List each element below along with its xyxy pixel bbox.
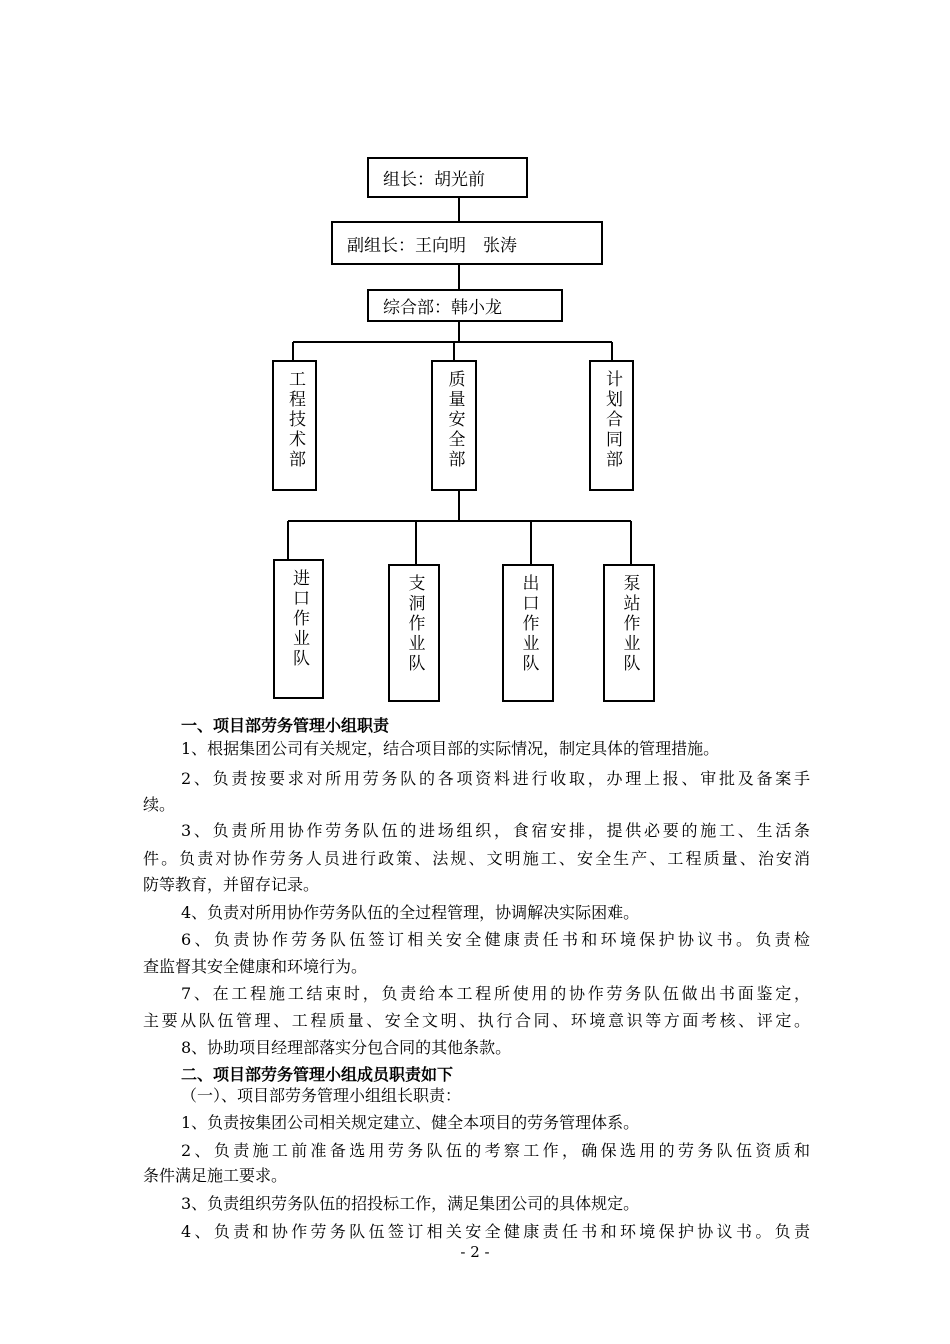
- org-team-box-inlet: [273, 559, 324, 699]
- paragraph-line: 4、负责对所用协作劳务队伍的全过程管理，协调解决实际困难。: [181, 903, 640, 922]
- org-dept-box-engineering: [272, 360, 317, 491]
- paragraph-line: （一）、项目部劳务管理小组组长职责：: [181, 1086, 462, 1105]
- paragraph-line: 查监督其安全健康和环境行为。: [143, 957, 368, 976]
- org-team-box-adit: [388, 564, 440, 702]
- paragraph-line: 2、负责按要求对所用劳务队的各项资料进行收取，办理上报、审批及备案手: [181, 769, 810, 788]
- org-dept-label: 质量安全部: [444, 370, 465, 470]
- paragraph-line: 6、负责协作劳务队伍签订相关安全健康责任书和环境保护协议书。负责检: [181, 930, 810, 949]
- paragraph-line: 1、负责按集团公司相关规定建立、健全本项目的劳务管理体系。: [181, 1113, 640, 1132]
- org-deputy-box: [331, 221, 603, 265]
- paragraph-line: 2、负责施工前准备选用劳务队伍的考察工作，确保选用的劳务队伍资质和: [181, 1141, 810, 1160]
- org-team-label: 泵站作业队: [619, 574, 640, 674]
- org-team-label: 进口作业队: [289, 569, 309, 669]
- paragraph-line: 件。负责对协作劳务人员进行政策、法规、文明施工、安全生产、工程质量、治安消: [143, 849, 810, 868]
- paragraph-line: 3、负责组织劳务队伍的招投标工作，满足集团公司的具体规定。: [181, 1194, 640, 1213]
- org-team-box-pump: [603, 564, 655, 702]
- org-leader-label: 组长：胡光前: [383, 170, 485, 190]
- section-2-heading: 二、项目部劳务管理小组成员职责如下: [181, 1065, 454, 1084]
- section-1-heading: 一、项目部劳务管理小组职责: [181, 716, 390, 735]
- org-dept-box-planning: [589, 360, 634, 491]
- org-general-dept-box: [367, 289, 563, 322]
- org-dept-box-quality: [431, 360, 477, 491]
- org-dept-label: 工程技术部: [285, 370, 305, 470]
- paragraph-line: 续。: [143, 795, 176, 814]
- page-number: - 2 -: [460, 1243, 490, 1261]
- org-general-dept-label: 综合部：韩小龙: [383, 298, 502, 318]
- paragraph-line: 3、负责所用协作劳务队伍的进场组织，食宿安排，提供必要的施工、生活条: [181, 821, 810, 840]
- org-team-label: 支洞作业队: [404, 574, 425, 674]
- paragraph-line: 7、在工程施工结束时，负责给本工程所使用的协作劳务队伍做出书面鉴定，: [181, 984, 810, 1003]
- paragraph-line: 主要从队伍管理、工程质量、安全文明、执行合同、环境意识等方面考核、评定。: [143, 1011, 810, 1030]
- paragraph-line: 8、协助项目经理部落实分包合同的其他条款。: [181, 1038, 512, 1057]
- org-deputy-label: 副组长：王向明 张涛: [347, 235, 517, 256]
- paragraph-line: 4、负责和协作劳务队伍签订相关安全健康责任书和环境保护协议书。负责: [181, 1222, 810, 1241]
- org-leader-box: [367, 157, 528, 198]
- paragraph-line: 1、根据集团公司有关规定，结合项目部的实际情况，制定具体的管理措施。: [181, 739, 720, 758]
- org-team-box-outlet: [502, 564, 554, 702]
- org-dept-label: 计划合同部: [602, 370, 622, 470]
- org-team-label: 出口作业队: [518, 574, 539, 674]
- paragraph-line: 防等教育，并留存记录。: [143, 875, 320, 894]
- paragraph-line: 条件满足施工要求。: [143, 1166, 288, 1185]
